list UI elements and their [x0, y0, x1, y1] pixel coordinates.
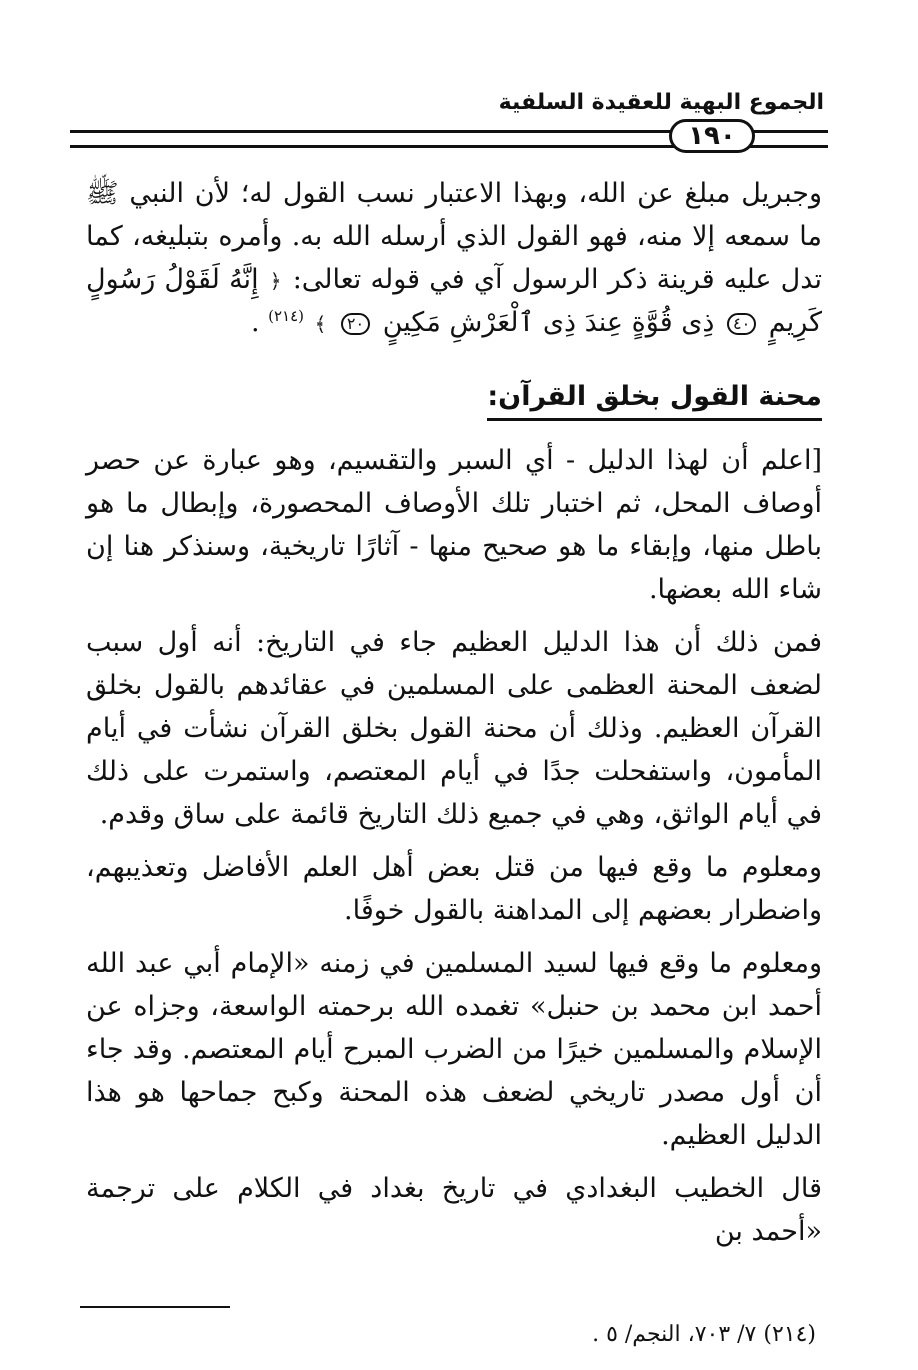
footnote: (٢١٤) ٧/ ٧٠٣، النجم/ ٥ . [592, 1322, 816, 1347]
body-paragraph: فمن ذلك أن هذا الدليل العظيم جاء في التاريخ: أنه أول سبب لضعف المحنة العظمى على المسلمين في عقائدهم بالقول بخلق القرآن العظيم. وذلك أن محنة القول بخلق القرآن نشأت في أيام المأمون، واستفحلت جدًا في أيام المعتصم، واستمرت على ذلك في أيام الواثق، وهي في جميع ذلك التاريخ قائمة على ساق وقدم. [86, 627, 822, 831]
ayah-number-badge: ٤٠ [727, 313, 756, 335]
footnote-divider [80, 1306, 230, 1308]
page-number-ornament [666, 111, 758, 161]
body-paragraph: ومعلوم ما وقع فيها لسيد المسلمين في زمنه «الإمام أبي عبد الله أحمد ابن محمد بن حنبل» تغمده الله برحمته الواسعة، وجزاه عن الإسلام والمسلمين خيرًا من الضرب المبرح أيام المعتصم. وقد جاء أن أول مصدر تاريخي لضعف هذه المحنة وكبح جماحها هو هذا الدليل العظيم. [86, 948, 822, 1152]
section-heading: محنة القول بخلق القرآن: [487, 381, 822, 421]
page-number: ١٩٠ [669, 119, 755, 153]
running-header-title: الجموع البهية للعقيدة السلفية [498, 90, 824, 115]
section-heading-wrap [86, 375, 822, 421]
body-paragraph: [اعلم أن لهذا الدليل - أي السبر والتقسيم، وهو عبارة عن حصر أوصاف المحل، ثم اختبار تلك الأوصاف المحصورة، وإبطال ما هو باطل منها، وإبقاء ما هو صحيح منها - آثارًا تاريخية، وسنذكر هنا إن شاء الله بعضها. [86, 445, 822, 606]
main-text-block [86, 172, 822, 1263]
body-paragraph: قال الخطيب البغدادي في تاريخ بغداد في الكلام على ترجمة «أحمد بن [86, 1173, 822, 1248]
verse-text-1: إِنَّهُ لَقَوْلُ رَسُولٍ كَرِيمٍ [86, 264, 822, 338]
intro-end-punctuation: . [250, 307, 260, 338]
intro-paragraph [86, 172, 822, 344]
footnote-reference: (٢١٤) [268, 307, 305, 325]
ayah-open-icon: ﴿ [269, 268, 282, 293]
ayah-close-icon: ﴾ [314, 311, 327, 336]
ayah-number-badge: ٢٠ [341, 313, 370, 335]
body-paragraph: ومعلوم ما وقع فيها من قتل بعض أهل العلم الأفاضل وتعذيبهم، واضطرار بعضهم إلى المداهنة بالقول خوفًا. [86, 852, 822, 927]
verse-text-2: ذِى قُوَّةٍ عِندَ ذِى ٱلْعَرْشِ مَكِينٍ [382, 307, 715, 338]
intro-text: وجبريل مبلغ عن الله، وبهذا الاعتبار نسب القول له؛ لأن النبي ﷺ ما سمعه إلا منه، فهو القول الذي أرسله الله به. وأمره بتبليغه، كما تدل عليه قرينة ذكر الرسول آي في قوله تعالى: [86, 178, 822, 295]
